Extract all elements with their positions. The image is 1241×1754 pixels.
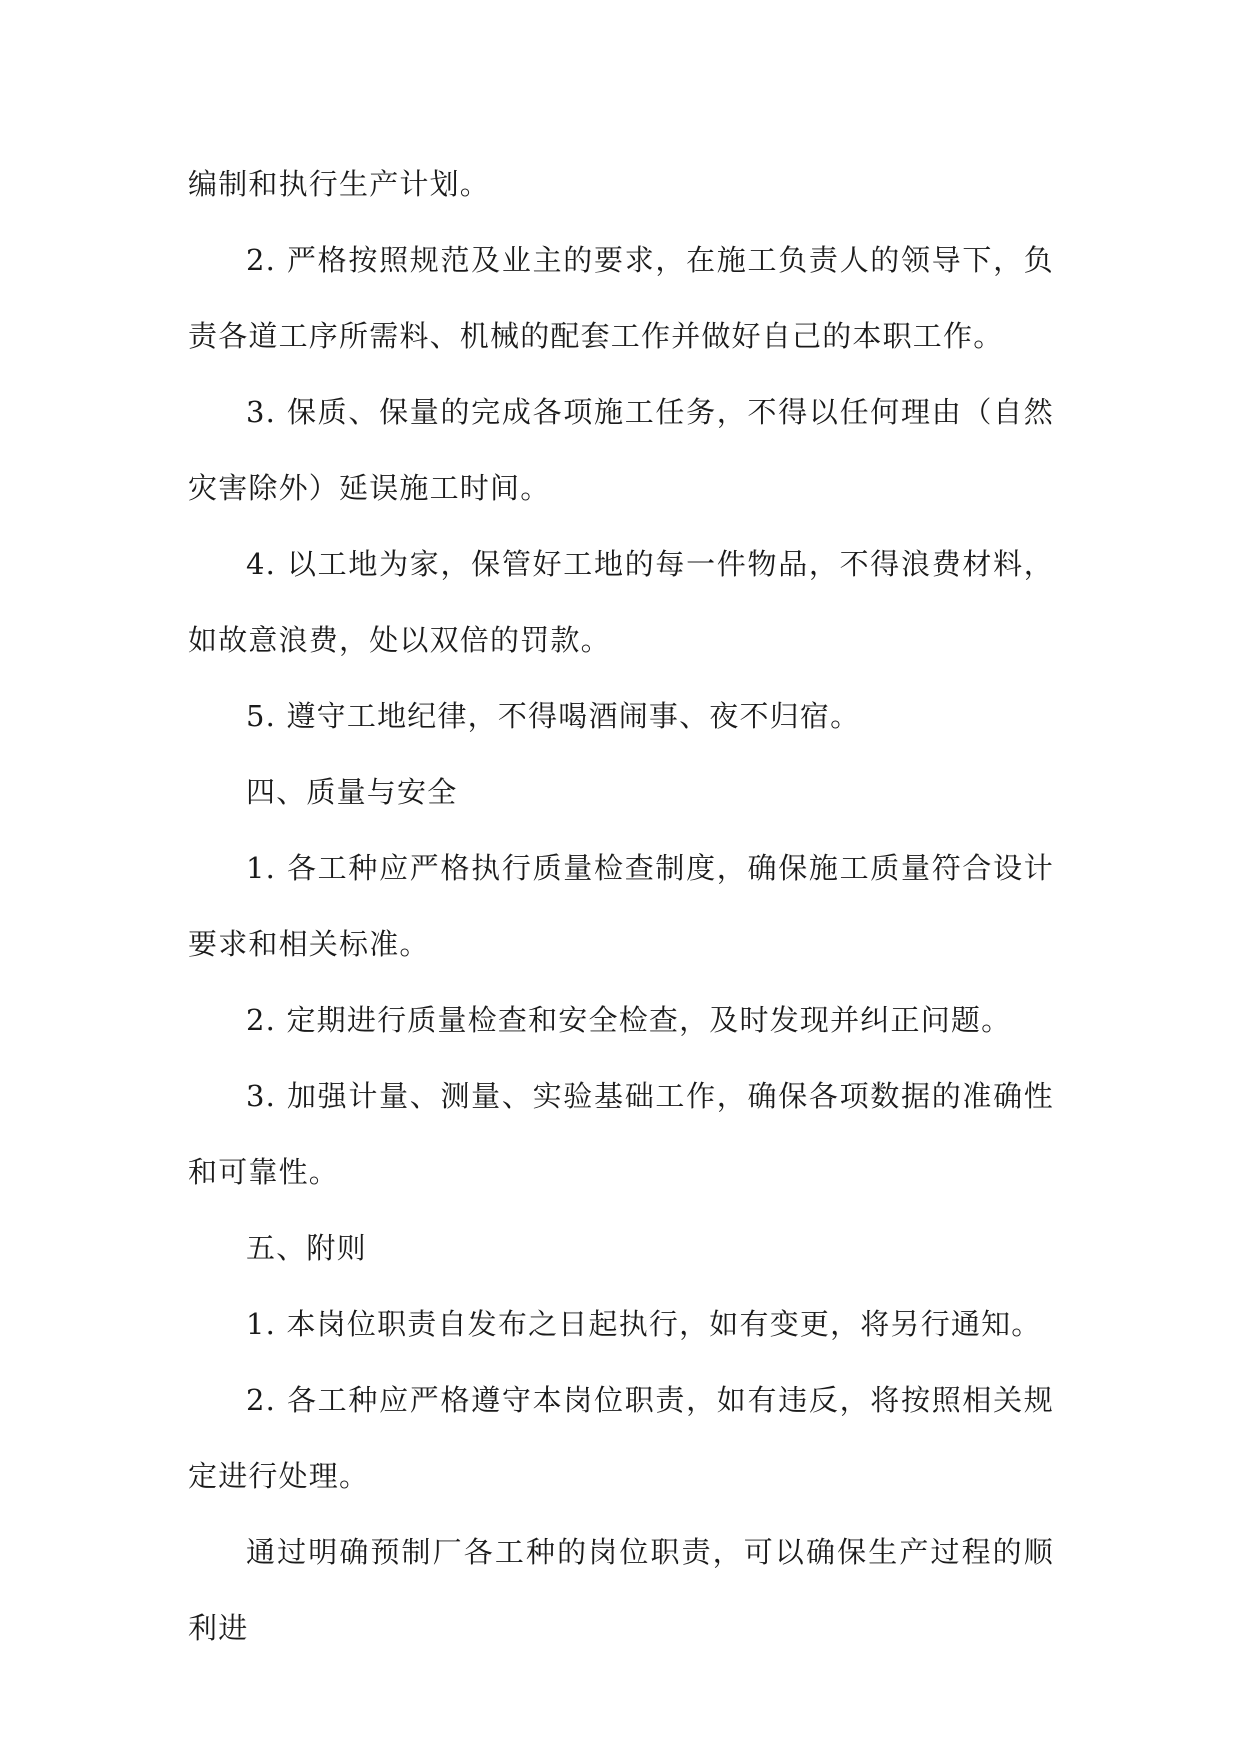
paragraph-item-2: 2. 严格按照规范及业主的要求，在施工负责人的领导下，负责各道工序所需料、机械的配套工作并做好自己的本职工作。 xyxy=(188,243,1054,353)
paragraph-quality-3: 3. 加强计量、测量、实验基础工作，确保各项数据的准确性和可靠性。 xyxy=(188,1079,1054,1189)
document-body xyxy=(188,146,1054,1666)
section-heading-appendix: 五、附则 xyxy=(246,1231,367,1265)
paragraph-conclusion: 通过明确预制厂各工种的岗位职责，可以确保生产过程的顺利进 xyxy=(188,1535,1054,1645)
paragraph-quality-2: 2. 定期进行质量检查和安全检查，及时发现并纠正问题。 xyxy=(246,1003,1012,1037)
section-heading-quality-safety: 四、质量与安全 xyxy=(246,775,458,809)
paragraph-appendix-1: 1. 本岗位职责自发布之日起执行，如有变更，将另行通知。 xyxy=(246,1307,1042,1341)
paragraph-item-3: 3. 保质、保量的完成各项施工任务，不得以任何理由（自然灾害除外）延误施工时间。 xyxy=(188,395,1054,505)
paragraph-continuation: 编制和执行生产计划。 xyxy=(188,167,491,201)
paragraph-quality-1: 1. 各工种应严格执行质量检查制度，确保施工质量符合设计要求和相关标准。 xyxy=(188,851,1054,961)
paragraph-item-5: 5. 遵守工地纪律，不得喝酒闹事、夜不归宿。 xyxy=(246,699,861,733)
paragraph-item-4: 4. 以工地为家，保管好工地的每一件物品，不得浪费材料，如故意浪费，处以双倍的罚款。 xyxy=(188,547,1054,657)
paragraph-appendix-2: 2. 各工种应严格遵守本岗位职责，如有违反，将按照相关规定进行处理。 xyxy=(188,1383,1054,1493)
